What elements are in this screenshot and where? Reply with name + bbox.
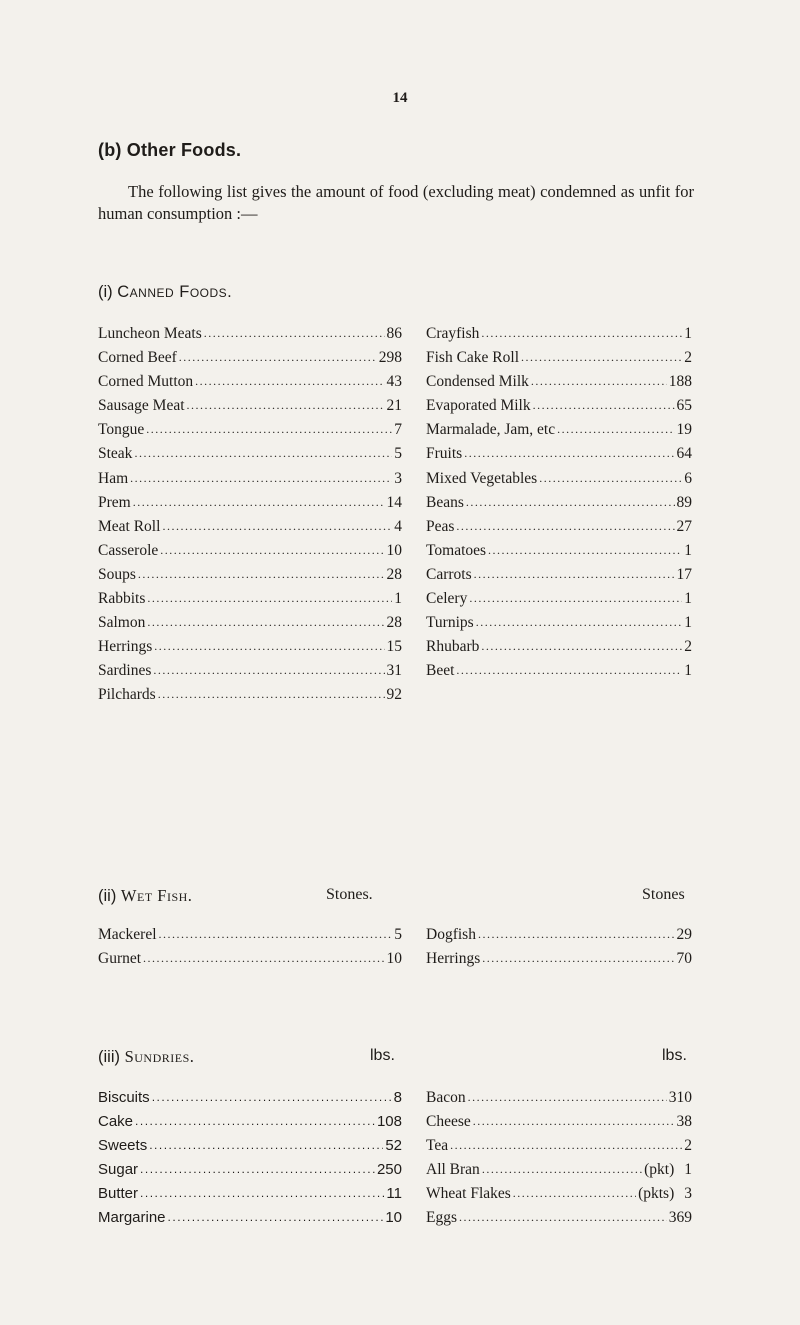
canned-foods-right-column	[426, 325, 692, 686]
dot-leader	[162, 519, 392, 534]
list-item	[426, 421, 692, 445]
dot-leader	[466, 495, 675, 510]
item-value: 27	[676, 517, 692, 535]
dot-leader	[133, 495, 385, 510]
list-item	[98, 638, 402, 662]
list-item	[98, 1113, 402, 1137]
item-label: Butter	[98, 1185, 139, 1203]
list-item	[98, 566, 402, 590]
list-item	[426, 445, 692, 469]
item-value: 1	[684, 614, 692, 632]
dot-leader	[476, 615, 683, 630]
item-value: 310	[668, 1089, 692, 1106]
list-item	[98, 1185, 402, 1209]
item-label: Peas	[426, 517, 455, 535]
list-item	[98, 1209, 402, 1233]
item-value: 4	[394, 517, 402, 535]
item-label: Prem	[98, 493, 131, 511]
item-label: Rabbits	[98, 590, 146, 608]
item-label: Condensed Milk	[426, 373, 529, 391]
page-number: 14	[392, 90, 408, 106]
item-label: Fish Cake Roll	[426, 349, 520, 367]
dot-leader	[179, 350, 377, 365]
wet-fish-label: Wet Fish.	[120, 886, 193, 905]
list-item	[426, 590, 692, 614]
item-value: 31	[386, 662, 402, 680]
dot-leader	[147, 591, 392, 606]
dot-leader	[140, 1162, 375, 1176]
item-value: 5	[394, 926, 402, 943]
item-label: Soups	[98, 565, 136, 583]
item-label: Evaporated Milk	[426, 397, 531, 415]
dot-leader	[450, 1138, 682, 1153]
dot-leader	[149, 1138, 383, 1152]
item-label: Eggs	[426, 1209, 457, 1227]
item-value: 11	[386, 1185, 402, 1203]
list-item	[426, 518, 692, 542]
item-value: 70	[676, 950, 692, 968]
item-value: 1	[394, 590, 402, 608]
list-item	[98, 542, 402, 566]
item-value: 10	[385, 1209, 402, 1227]
item-label: Biscuits	[98, 1089, 150, 1106]
dot-leader	[159, 927, 393, 942]
item-value: 2	[684, 349, 692, 367]
list-item	[98, 614, 402, 638]
list-item	[426, 373, 692, 397]
item-value: 52	[385, 1137, 402, 1155]
wet-fish-right-column	[426, 926, 692, 974]
item-label: Celery	[426, 590, 468, 608]
item-value: 5	[394, 445, 402, 463]
item-label: Herrings	[98, 638, 153, 656]
item-value: 188	[668, 373, 692, 391]
item-value: 298	[378, 349, 402, 367]
item-value: 369	[668, 1209, 692, 1227]
dot-leader	[557, 422, 674, 437]
list-item	[426, 926, 692, 950]
item-value: 15	[386, 638, 402, 656]
item-label: Salmon	[98, 614, 146, 632]
dot-leader	[154, 639, 384, 654]
item-value: 28	[386, 614, 402, 632]
item-value: 3	[684, 1185, 692, 1203]
sundries-right-column	[426, 1089, 692, 1234]
wet-fish-left-column	[98, 926, 402, 974]
canned-foods-left-column	[98, 325, 402, 711]
list-item	[98, 397, 402, 421]
item-label: Meat Roll	[98, 517, 161, 535]
list-item	[98, 590, 402, 614]
dot-leader	[195, 374, 384, 389]
list-item	[426, 638, 692, 662]
item-value: 8	[393, 1089, 402, 1106]
item-value: 92	[386, 686, 402, 704]
sundries-unit-right: lbs.	[662, 1047, 687, 1064]
item-label: Tomatoes	[426, 541, 487, 559]
sundries-title	[98, 1047, 194, 1067]
item-label: Cake	[98, 1113, 134, 1131]
dot-leader	[533, 398, 675, 413]
dot-leader	[456, 663, 682, 678]
item-label: Rhubarb	[426, 638, 480, 656]
item-unit: (pkt)	[644, 1161, 675, 1179]
item-label: Mixed Vegetables	[426, 469, 538, 487]
dot-leader	[488, 543, 682, 558]
item-label: Casserole	[98, 541, 159, 559]
list-item	[98, 349, 402, 373]
item-value: 43	[386, 373, 402, 391]
item-label: Herrings	[426, 950, 481, 968]
item-label: Margarine	[98, 1209, 166, 1227]
list-item	[426, 662, 692, 686]
item-label: Corned Mutton	[98, 373, 194, 391]
list-item	[426, 1209, 692, 1233]
item-value: 7	[394, 421, 402, 439]
item-value: 250	[376, 1161, 402, 1179]
list-item	[426, 1089, 692, 1113]
item-label: Pilchards	[98, 686, 156, 704]
item-label: Corned Beef	[98, 349, 177, 367]
list-item	[98, 445, 402, 469]
wet-fish-title	[98, 886, 192, 906]
dot-leader	[539, 471, 682, 486]
sundries-prefix: (iii)	[98, 1048, 120, 1066]
list-item	[426, 1185, 692, 1209]
sundries-label: Sundries.	[124, 1047, 195, 1066]
dot-leader	[481, 326, 682, 341]
item-label: Crayfish	[426, 325, 480, 342]
item-value: 86	[386, 325, 402, 342]
item-label: Tongue	[98, 421, 145, 439]
intro-paragraph: The following list gives the amount of food (excluding meat) condemned as unfit for human consumption :—	[98, 182, 694, 223]
list-item	[426, 494, 692, 518]
item-label: Sweets	[98, 1137, 148, 1155]
item-label: Tea	[426, 1137, 449, 1155]
list-item	[98, 1161, 402, 1185]
item-value: 2	[684, 1137, 692, 1155]
wet-fish-prefix: (ii)	[98, 887, 117, 905]
list-item	[426, 614, 692, 638]
dot-leader	[481, 639, 682, 654]
dot-leader	[143, 951, 384, 966]
item-label: Cheese	[426, 1113, 471, 1131]
dot-leader	[469, 591, 682, 606]
item-value: 6	[684, 469, 692, 487]
dot-leader	[478, 927, 675, 942]
item-label: Sardines	[98, 662, 152, 680]
dot-leader	[482, 1162, 642, 1177]
item-value: 1	[684, 1161, 692, 1179]
dot-leader	[146, 422, 392, 437]
item-label: Ham	[98, 469, 129, 487]
dot-leader	[130, 471, 392, 486]
item-label: All Bran	[426, 1161, 480, 1179]
item-unit: (pkts)	[638, 1185, 675, 1203]
dot-leader	[160, 543, 384, 558]
list-item	[98, 470, 402, 494]
section-heading: (b) Other Foods.	[98, 140, 242, 160]
dot-leader	[138, 567, 385, 582]
list-item	[98, 1089, 402, 1113]
item-value: 17	[676, 565, 692, 583]
canned-foods-prefix: (i)	[98, 283, 113, 301]
dot-leader	[521, 350, 682, 365]
item-label: Dogfish	[426, 926, 476, 943]
list-item	[98, 686, 402, 710]
item-label: Steak	[98, 445, 133, 463]
list-item	[426, 349, 692, 373]
list-item	[98, 926, 402, 950]
item-value: 1	[684, 590, 692, 608]
item-label: Carrots	[426, 565, 472, 583]
list-item	[98, 518, 402, 542]
dot-leader	[204, 326, 385, 341]
canned-foods-label: Canned Foods.	[117, 283, 233, 301]
item-label: Mackerel	[98, 926, 157, 943]
item-value: 65	[676, 397, 692, 415]
dot-leader	[140, 1186, 384, 1200]
item-value: 14	[386, 493, 402, 511]
list-item	[426, 1137, 692, 1161]
item-value: 3	[394, 469, 402, 487]
item-label: Turnips	[426, 614, 474, 632]
list-item	[426, 470, 692, 494]
item-label: Sugar	[98, 1161, 139, 1179]
list-item	[426, 542, 692, 566]
dot-leader	[134, 446, 392, 461]
item-value: 10	[386, 541, 402, 559]
item-label: Gurnet	[98, 950, 142, 968]
item-label: Beet	[426, 662, 455, 680]
list-item	[98, 325, 402, 349]
sundries-unit-left: lbs.	[370, 1047, 395, 1064]
item-value: 38	[676, 1113, 692, 1131]
dot-leader	[473, 1114, 675, 1129]
item-value: 19	[676, 421, 692, 439]
list-item	[98, 421, 402, 445]
dot-leader	[456, 519, 674, 534]
list-item	[98, 1137, 402, 1161]
item-value: 1	[684, 662, 692, 680]
item-value: 29	[676, 926, 692, 943]
dot-leader	[482, 951, 674, 966]
dot-leader	[464, 446, 674, 461]
list-item	[98, 662, 402, 686]
list-item	[426, 1113, 692, 1137]
item-label: Luncheon Meats	[98, 325, 202, 342]
list-item	[98, 950, 402, 974]
item-label: Sausage Meat	[98, 397, 185, 415]
wet-fish-unit-right: Stones	[642, 886, 685, 903]
list-item	[98, 494, 402, 518]
wet-fish-unit-left: Stones.	[326, 886, 373, 903]
dot-leader	[152, 1090, 392, 1104]
item-label: Beans	[426, 493, 464, 511]
item-value: 2	[684, 638, 692, 656]
dot-leader	[187, 398, 385, 413]
list-item	[98, 373, 402, 397]
item-label: Marmalade, Jam, etc	[426, 421, 556, 439]
canned-foods-title	[98, 283, 232, 302]
dot-leader	[459, 1210, 667, 1225]
dot-leader	[153, 663, 384, 678]
dot-leader	[531, 374, 667, 389]
list-item	[426, 566, 692, 590]
dot-leader	[468, 1090, 667, 1105]
dot-leader	[158, 687, 385, 702]
dot-leader	[135, 1114, 375, 1128]
item-label: Wheat Flakes	[426, 1185, 511, 1203]
item-value: 64	[676, 445, 692, 463]
item-value: 108	[376, 1113, 402, 1131]
list-item	[426, 325, 692, 349]
dot-leader	[474, 567, 675, 582]
dot-leader	[513, 1186, 636, 1201]
dot-leader	[147, 615, 384, 630]
sundries-left-column	[98, 1089, 402, 1234]
item-value: 89	[676, 493, 692, 511]
item-label: Fruits	[426, 445, 463, 463]
item-label: Bacon	[426, 1089, 466, 1106]
item-value: 1	[684, 325, 692, 342]
list-item	[426, 397, 692, 421]
list-item	[426, 1161, 692, 1185]
item-value: 1	[684, 541, 692, 559]
dot-leader	[168, 1210, 384, 1224]
item-value: 10	[386, 950, 402, 968]
list-item	[426, 950, 692, 974]
item-value: 28	[386, 565, 402, 583]
item-value: 21	[386, 397, 402, 415]
